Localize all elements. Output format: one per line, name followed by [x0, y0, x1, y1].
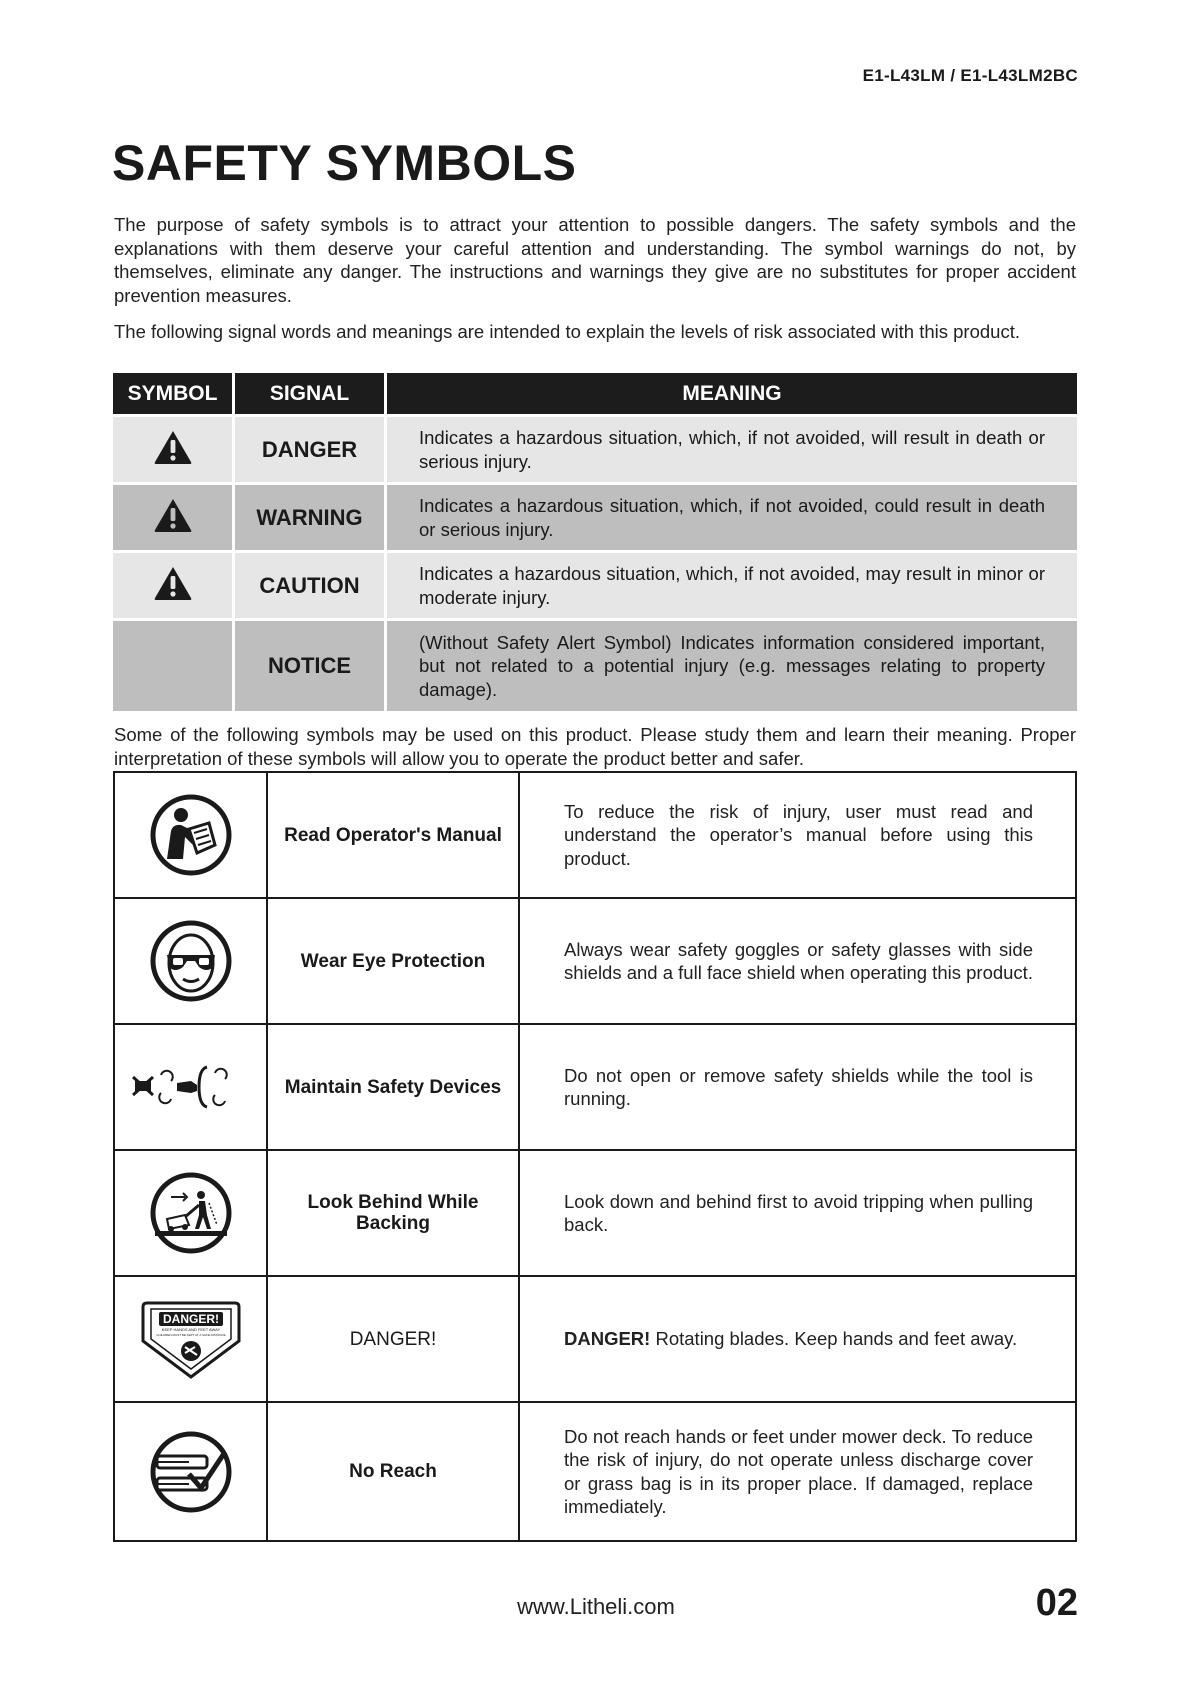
header-signal: SIGNAL — [232, 373, 384, 414]
page-title: SAFETY SYMBOLS — [112, 135, 577, 191]
symbol-row — [114, 1150, 1076, 1276]
description-bold-label: DANGER! — [564, 1328, 651, 1350]
signal-word-table — [113, 373, 1077, 711]
model-number: E1-L43LM / E1-L43LM2BC — [862, 66, 1078, 85]
read-manual-icon — [114, 772, 267, 898]
signal-word: CAUTION — [232, 550, 384, 618]
symbol-row — [114, 898, 1076, 1024]
signal-row-warning — [113, 482, 1077, 550]
symbol-row — [114, 772, 1076, 898]
signal-meaning: Indicates a hazardous situation, which, if not avoided, could result in death or serious injury. — [384, 482, 1077, 550]
eye-protection-icon — [114, 898, 267, 1024]
signal-word: DANGER — [232, 414, 384, 482]
danger-label-line: CHILDREN MUST BE KEPT AT A SAFE DISTANCE — [155, 1333, 226, 1337]
signal-meaning: Indicates a hazardous situation, which, if not avoided, will result in death or serious injury. — [384, 414, 1077, 482]
symbol-name: Maintain Safety Devices — [267, 1024, 519, 1150]
safety-alert-icon — [113, 414, 232, 482]
signal-table-header — [113, 373, 1077, 414]
symbol-row — [114, 1276, 1076, 1402]
safety-alert-icon — [113, 482, 232, 550]
empty-symbol-cell — [113, 618, 232, 711]
look-behind-icon — [114, 1150, 267, 1276]
symbol-name: DANGER! — [267, 1276, 519, 1402]
intro-paragraph-signal-words: The following signal words and meanings are intended to explain the levels of risk associated with this product. — [114, 321, 1020, 342]
intro-paragraph-symbols: Some of the following symbols may be used on this product. Please study them and learn their meaning. Proper interpretation of these symbols will allow you to operate the product better and safer. — [114, 724, 1076, 769]
page-number: 02 — [1035, 1582, 1078, 1624]
symbol-description: Do not reach hands or feet under mower deck. To reduce the risk of injury, do not operate unless discharge cover or grass bag is in its proper place. If damaged, replace immediately. — [519, 1402, 1076, 1541]
symbol-description — [519, 1276, 1076, 1402]
symbol-description: Always wear safety goggles or safety glasses with side shields and a full face shield when operating this product. — [519, 898, 1076, 1024]
signal-row-danger — [113, 414, 1077, 482]
symbol-row — [114, 1024, 1076, 1150]
signal-row-notice — [113, 618, 1077, 711]
intro-paragraph-purpose: The purpose of safety symbols is to attract your attention to possible dangers. The safety symbols and the explanations with them deserve your careful attention and understanding. The symbol warnings do not, by themselves, eliminate any danger. The instructions and warnings they give are no substitutes for proper accident prevention measures. — [114, 214, 1076, 306]
symbol-name: Look Behind While Backing — [267, 1150, 519, 1276]
signal-word: NOTICE — [232, 618, 384, 711]
safety-devices-icon — [114, 1024, 267, 1150]
symbol-description: Look down and behind first to avoid tripping when pulling back. — [519, 1150, 1076, 1276]
header-meaning: MEANING — [384, 373, 1077, 414]
danger-label-title: DANGER! — [162, 1312, 219, 1326]
header-symbol: SYMBOL — [113, 373, 232, 414]
signal-word: WARNING — [232, 482, 384, 550]
symbol-name: Wear Eye Protection — [267, 898, 519, 1024]
footer-website: www.Litheli.com — [517, 1594, 675, 1619]
symbol-row — [114, 1402, 1076, 1541]
signal-meaning: Indicates a hazardous situation, which, if not avoided, may result in minor or moderate injury. — [384, 550, 1077, 618]
no-reach-icon — [114, 1402, 267, 1541]
symbol-description: Do not open or remove safety shields while the tool is running. — [519, 1024, 1076, 1150]
description-text: Rotating blades. Keep hands and feet away. — [650, 1328, 1018, 1350]
signal-row-caution — [113, 550, 1077, 618]
safety-alert-icon — [113, 550, 232, 618]
symbol-name: Read Operator's Manual — [267, 772, 519, 898]
danger-label-icon — [114, 1276, 267, 1402]
signal-meaning: (Without Safety Alert Symbol) Indicates information considered important, but not related to a potential injury (e.g. messages relating to property damage). — [384, 618, 1077, 711]
danger-label-line: KEEP HANDS AND FEET AWAY — [161, 1327, 220, 1332]
safety-symbols-table — [113, 771, 1077, 1542]
symbol-name: No Reach — [267, 1402, 519, 1541]
symbol-description: To reduce the risk of injury, user must read and understand the operator’s manual before using this product. — [519, 772, 1076, 898]
